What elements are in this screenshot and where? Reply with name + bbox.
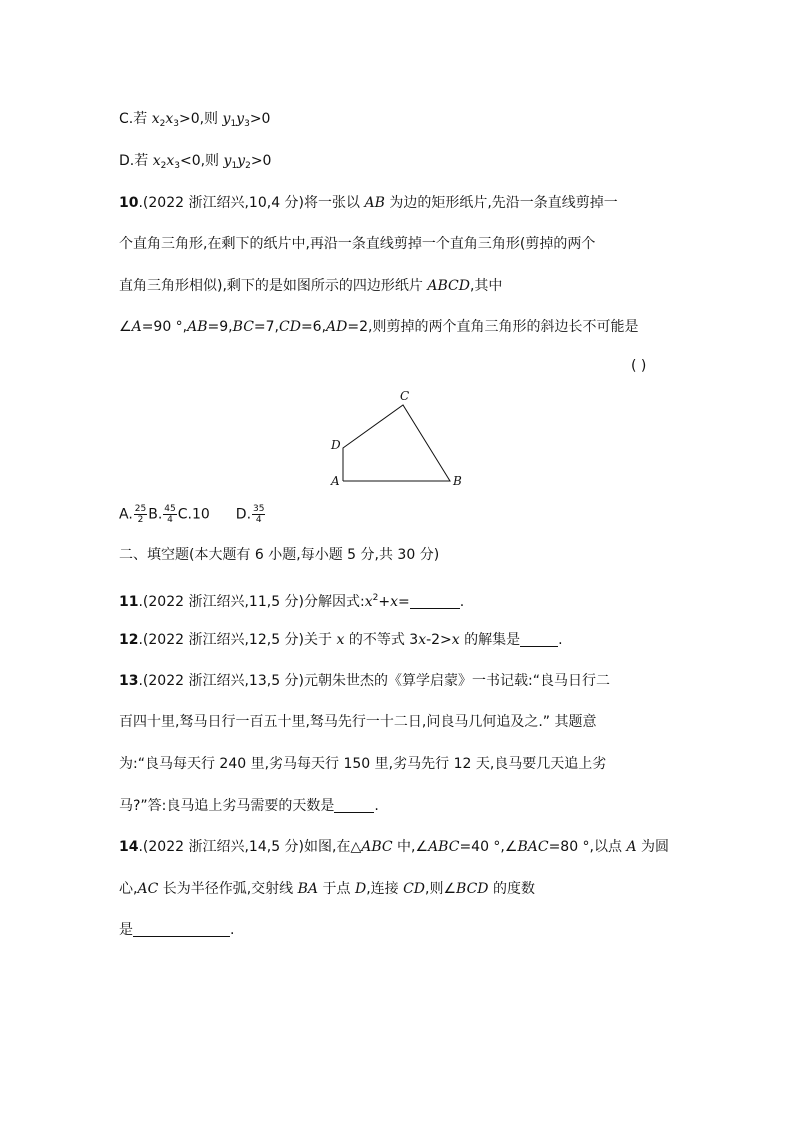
q11-number: 11 bbox=[119, 594, 139, 610]
q12: 12.(2022 浙江绍兴,12,5 分)关于 x 的不等式 3x-2>x 的解集是 . bbox=[119, 632, 563, 648]
option-b-fraction: $\frac{45}{4}$ bbox=[164, 504, 176, 525]
quadrilateral-abcd-figure bbox=[325, 385, 475, 489]
vertex-label-d: D bbox=[331, 438, 341, 452]
q13-line-1: 13.(2022 浙江绍兴,13,5 分)元朝朱世杰的《算学启蒙》一书记载:“良马日行二 bbox=[119, 673, 610, 689]
q13-line-4: 马?”答:良马追上劣马需要的天数是 . bbox=[119, 798, 379, 814]
q11-answer-blank[interactable] bbox=[410, 594, 460, 609]
q13-answer-blank[interactable] bbox=[334, 798, 374, 813]
q14-line-1: 14.(2022 浙江绍兴,14,5 分)如图,在△ABC 中,∠ABC=40 °,∠BAC=80 °,以点 A 为圆 bbox=[119, 839, 670, 855]
q12-answer-blank[interactable] bbox=[520, 632, 558, 647]
q9-option-c: C.若 $x_2x_3>0$,则 $y_1y_3>0$ bbox=[119, 111, 271, 129]
q10-line-2: 个直角三角形,在剩下的纸片中,再沿一条直线剪掉一个直角三角形(剪掉的两个 bbox=[119, 236, 596, 252]
q10-options: A. $\frac{25}{2}$ B. $\frac{45}{4}$ C.10 D. $\frac{35}{4}$ bbox=[119, 504, 265, 525]
vertex-label-c: C bbox=[400, 389, 410, 403]
q12-number: 12 bbox=[119, 632, 139, 648]
vertex-label-b: B bbox=[453, 474, 462, 488]
quadrilateral-outline bbox=[343, 405, 450, 481]
q10-number: 10 bbox=[119, 195, 139, 211]
q14-line-2: 心,AC 长为半径作弧,交射线 BA 于点 D,连接 CD,则∠BCD 的度数 bbox=[119, 881, 535, 897]
option-d-fraction: $\frac{35}{4}$ bbox=[253, 504, 265, 525]
section-heading-fill-in: 二、填空题(本大题有 6 小题,每小题 5 分,共 30 分) bbox=[119, 547, 440, 563]
q10-line-4: ∠A=90 °,AB=9,BC=7,CD=6,AD=2,则剪掉的两个直角三角形的斜边长不可能是 bbox=[119, 319, 639, 335]
q14-line-3: 是 . bbox=[119, 922, 235, 938]
q13-line-3: 为:“良马每天行 240 里,劣马每天行 150 里,劣马先行 12 天,良马要几天追上劣 bbox=[119, 756, 607, 772]
q11: 11.(2022 浙江绍兴,11,5 分)分解因式$:x^2+x=$ . bbox=[119, 593, 465, 610]
option-a-fraction: $\frac{25}{2}$ bbox=[134, 504, 147, 525]
q13-line-2: 百四十里,驽马日行一百五十里,驽马先行一十二日,问良马几何追及之.” 其题意 bbox=[119, 714, 597, 730]
q14-number: 14 bbox=[119, 839, 139, 855]
q13-number: 13 bbox=[119, 673, 139, 689]
q14-answer-blank[interactable] bbox=[133, 922, 230, 937]
answer-parentheses: ( ) bbox=[631, 358, 647, 374]
q10-line-1: 10.(2022 浙江绍兴,10,4 分)将一张以 AB 为边的矩形纸片,先沿一条直线剪掉一 bbox=[119, 195, 618, 211]
vertex-label-a: A bbox=[331, 474, 340, 488]
q9-option-d: D.若 $x_2x_3<0$,则 $y_1y_2>0$ bbox=[119, 153, 272, 171]
q10-line-3: 直角三角形相似),剩下的是如图所示的四边形纸片 ABCD,其中 bbox=[119, 278, 503, 294]
